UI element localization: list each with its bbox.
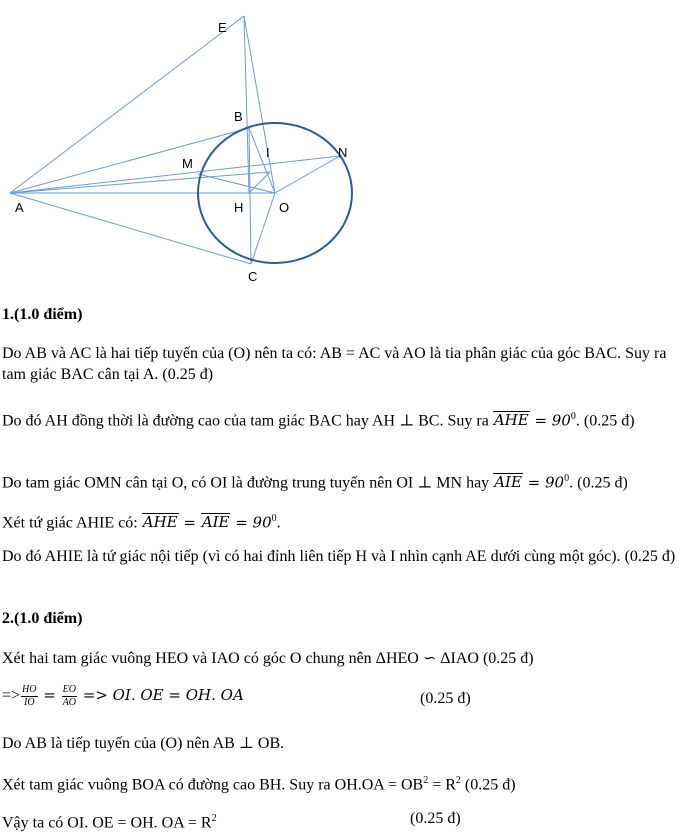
label-I: I xyxy=(266,145,270,160)
angle-AIE-2: AIE xyxy=(201,513,230,532)
label-B: B xyxy=(234,109,243,124)
p9-text: Xét tam giác vuông BOA có đường cao BH. Suy ra OH.OA = OB xyxy=(2,776,424,794)
line-AC xyxy=(10,193,251,264)
p10-text: Vậy ta có OI. OE = OH. OA = R xyxy=(2,814,212,832)
line-AN xyxy=(10,156,340,193)
p10-sup: 2 xyxy=(211,813,217,824)
paragraph-3 xyxy=(2,468,628,493)
p7-rest: => OI. OE = OH. OA xyxy=(77,686,244,705)
geometry-figure xyxy=(0,0,686,300)
paragraph-4 xyxy=(2,508,281,533)
p3-eq: = 90 xyxy=(522,473,565,492)
label-C: C xyxy=(248,269,258,284)
angle-AHE: AHE xyxy=(493,411,529,430)
line-AE xyxy=(10,16,244,193)
paragraph-7 xyxy=(2,684,244,709)
p9-mid: = R xyxy=(428,776,456,794)
p2-tail: . (0.25 đ) xyxy=(575,412,635,430)
p3-text: Do tam giác OMN cân tại O, có OI là đường trung tuyến nên OI ⊥ MN hay xyxy=(2,474,494,492)
p7-score: (0.25 đ) xyxy=(420,690,471,707)
frac2-den: AO xyxy=(62,697,76,708)
line-BC xyxy=(249,128,251,264)
p4-text: Xét tứ giác AHIE có: xyxy=(2,514,142,532)
line-BO xyxy=(249,128,275,193)
frac2-num: EO xyxy=(62,684,76,695)
p9-sup2: 2 xyxy=(455,775,461,786)
paragraph-2 xyxy=(2,406,686,431)
paragraph-10 xyxy=(2,808,217,833)
p4-tail: . xyxy=(276,514,281,532)
p2-text: Do đó AH đồng thời là đường cao của tam giác BAC hay AH ⊥ BC. Suy ra xyxy=(2,412,493,430)
paragraph-5: Do đó AHIE là tứ giác nội tiếp (vì có hai đỉnh liên tiếp H và I nhìn cạnh AE dưới cùng một góc). (0.25 đ) xyxy=(2,548,676,565)
p3-tail: . (0.25 đ) xyxy=(569,474,628,492)
line-IH xyxy=(249,172,270,193)
angle-AHE-2: AHE xyxy=(142,513,178,532)
p3-sup: 0 xyxy=(564,473,570,484)
label-O: O xyxy=(279,200,290,215)
paragraph-8: Do AB là tiếp tuyến của (O) nên AB ⊥ OB. xyxy=(2,735,285,752)
p4-sup: 0 xyxy=(271,513,277,524)
angle-AIE: AIE xyxy=(494,473,522,492)
frac1-den: IO xyxy=(23,697,35,708)
p4-eq2: = 90 xyxy=(230,513,272,532)
fraction-EO-AO xyxy=(62,684,77,709)
p7-eq: = xyxy=(38,686,61,705)
fraction-HO-IO xyxy=(21,684,37,709)
label-E: E xyxy=(218,20,227,35)
p10-score: (0.25 đ) xyxy=(410,810,461,827)
paragraph-9 xyxy=(2,770,516,795)
label-H: H xyxy=(234,200,244,215)
p7-arrow: => xyxy=(2,687,21,705)
part2-heading: 2.(1.0 điểm) xyxy=(2,610,83,627)
p9-tail: (0.25 đ) xyxy=(460,776,516,794)
label-M: M xyxy=(182,156,193,171)
paragraph-6: Xét hai tam giác vuông HEO và IAO có góc O chung nên ΔHEO ∽ ΔIAO (0.25 đ) xyxy=(2,650,534,667)
label-N: N xyxy=(338,145,348,160)
p2-sup: 0 xyxy=(570,411,576,422)
p9-sup1: 2 xyxy=(423,775,429,786)
line-NO xyxy=(275,156,340,193)
figure-lines xyxy=(10,16,340,264)
line-CO xyxy=(251,193,275,264)
p2-eq: = 90 xyxy=(529,411,571,430)
line-MO xyxy=(198,174,275,193)
paragraph-1: Do AB và AC là hai tiếp tuyến của (O) nên ta có: AB = AC và AO là tia phân giác của góc BAC. Suy ra tam giác BAC cân tại A. (0.25 đ) xyxy=(2,345,667,383)
p4-eq1: = xyxy=(178,513,201,532)
label-A: A xyxy=(15,200,24,215)
part1-heading: 1.(1.0 điểm) xyxy=(2,306,83,323)
frac1-num: HO xyxy=(22,684,37,695)
